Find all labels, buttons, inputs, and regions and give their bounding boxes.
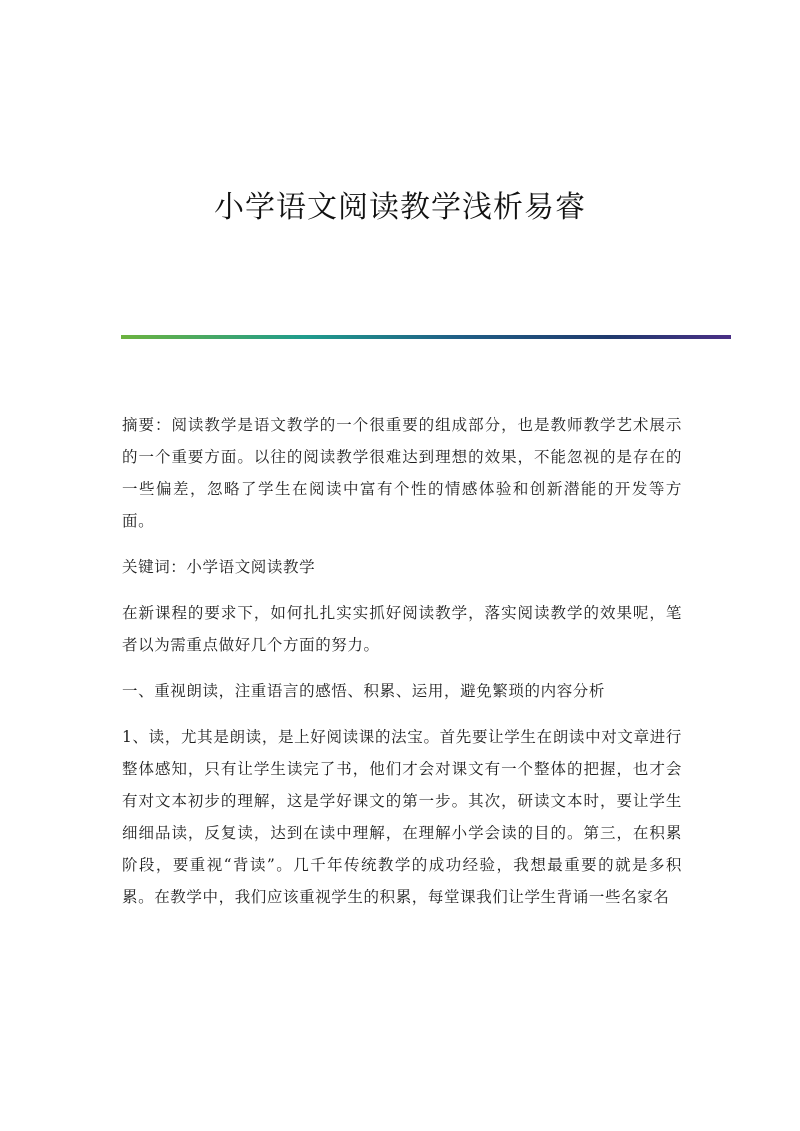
abstract-paragraph: 摘要：阅读教学是语文教学的一个很重要的组成部分，也是教师教学艺术展示的一个重要方面。以往的阅读教学很难达到理想的效果，不能忽视的是存在的一些偏差，忽略了学生在阅读中富有个性的情感体验和创新潜能的开发等方面。: [122, 416, 682, 530]
section-paragraph: 1、读，尤其是朗读，是上好阅读课的法宝。首先要让学生在朗读中对文章进行整体感知，只有让学生读完了书，他们才会对课文有一个整体的把握，也才会有对文本初步的理解，这是学好课文的第一步。其次，研读文本时，要让学生细细品读，反复读，达到在读中理解，在理解小学会读的目的。第三，在积累阶段，要重视“背读”。几千年传统教学的成功经验，我想最重要的就是多积累。在教学中，我们应该重视学生的积累，每堂课我们让学生背诵一些名家名: [122, 728, 682, 906]
intro-paragraph: 在新课程的要求下，如何扎扎实实抓好阅读教学，落实阅读教学的效果呢，笔者以为需重点做好几个方面的努力。: [122, 604, 682, 654]
section-heading: 一、重视朗读，注重语言的感悟、积累、运用，避免繁琐的内容分析: [122, 682, 606, 700]
document-title: 小学语文阅读教学浅析易睿: [214, 190, 586, 225]
keywords-paragraph: 关键词：小学语文阅读教学: [122, 558, 316, 576]
title-divider: [121, 335, 731, 339]
document-body: [122, 409, 682, 927]
